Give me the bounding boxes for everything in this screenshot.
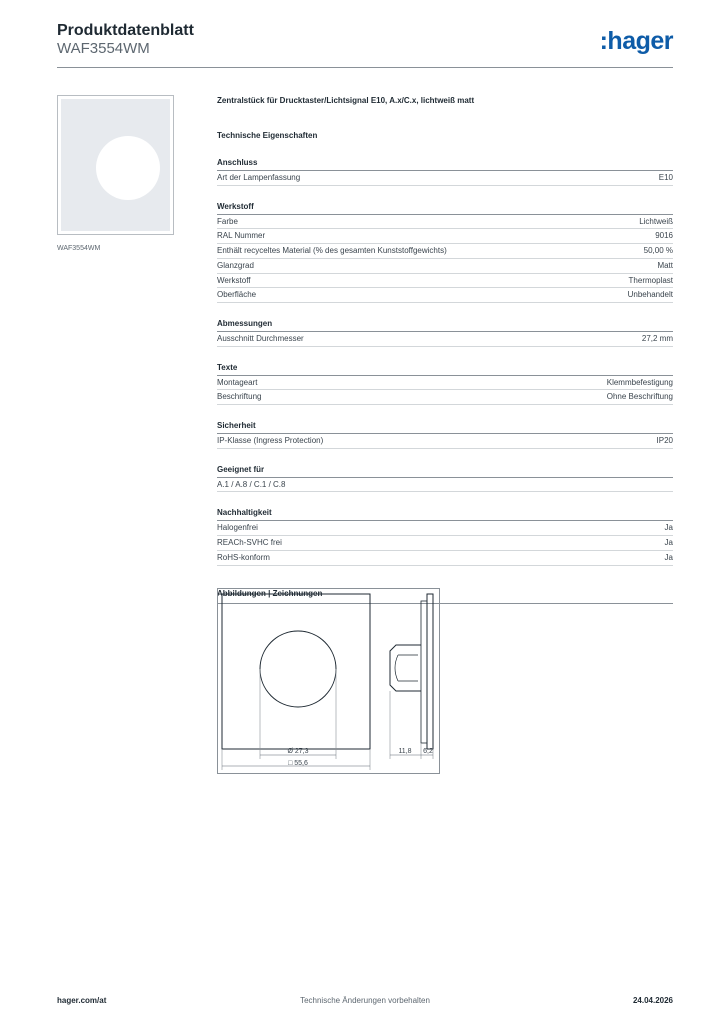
side-view-plate: [427, 594, 433, 749]
property-label: RAL Nummer: [217, 231, 266, 241]
hole-dimension-label: Ø 27,3: [287, 748, 309, 755]
property-value: Klemmbefestigung: [606, 377, 673, 387]
property-row: [217, 229, 673, 244]
drawings-heading: Abbildungen | Zeichnungen: [217, 588, 673, 604]
property-value: Ohne Beschriftung: [606, 392, 673, 402]
property-label: Ausschnitt Durchmesser: [217, 333, 304, 343]
property-section: [217, 420, 673, 449]
technical-drawing-svg: [218, 589, 441, 775]
property-label: Beschriftung: [217, 392, 262, 402]
property-value: E10: [658, 173, 673, 182]
property-label: IP-Klasse (Ingress Protection): [217, 436, 324, 446]
property-row: [217, 390, 673, 405]
footer-date: 24.04.2026: [632, 996, 673, 1005]
document-title: Produktdatenblatt: [57, 22, 194, 39]
property-row: [217, 215, 673, 230]
property-row: [217, 259, 673, 274]
property-row: [217, 244, 673, 259]
property-sections: [217, 157, 673, 566]
side-view-frame: [421, 601, 427, 743]
product-image-caption: WAF3554WM: [57, 245, 101, 252]
property-row: [217, 434, 673, 449]
property-row: [217, 274, 673, 289]
document-header: [57, 22, 673, 68]
property-value: Thermoplast: [628, 275, 673, 285]
product-number: WAF3554WM: [57, 40, 150, 57]
property-row: [217, 536, 673, 551]
product-data: [217, 95, 673, 604]
property-label: Art der Lampenfassung: [217, 173, 301, 182]
property-label: Glanzgrad: [217, 260, 254, 270]
section-title: Texte: [217, 362, 673, 376]
product-description: Zentralstück für Drucktaster/Lichtsignal E10, A.x/C.x, lichtweiß matt: [217, 96, 475, 105]
property-section: [217, 201, 673, 303]
property-section: [217, 157, 673, 186]
property-label: Montageart: [217, 377, 258, 387]
property-label: Farbe: [217, 216, 238, 226]
property-label: Enthält recyceltes Material (% des gesamten Kunststoffgewichts): [217, 246, 447, 256]
property-value: Ja: [664, 538, 673, 548]
property-value: 9016: [655, 231, 673, 241]
property-row: [217, 551, 673, 566]
property-value: Lichtweiß: [639, 216, 673, 226]
property-row: [217, 521, 673, 536]
property-row: [217, 376, 673, 391]
document-footer: [57, 996, 673, 1010]
property-label: Werkstoff: [217, 275, 251, 285]
tech-properties-heading: Technische Eigenschaften: [217, 131, 318, 140]
product-image-hole: [96, 136, 160, 200]
property-section: [217, 362, 673, 405]
side-view-detail-curve: [395, 655, 398, 681]
thickness-dimension-label: 6,2: [423, 748, 433, 755]
hager-logo: :hager: [599, 27, 673, 55]
property-label: REACh-SVHC frei: [217, 538, 282, 548]
section-title: Anschluss: [217, 157, 673, 171]
property-value: Ja: [664, 552, 673, 562]
property-section: [217, 507, 673, 565]
section-title: Geeignet für: [217, 464, 673, 478]
front-view-hole: [260, 631, 336, 707]
product-image-plate: [61, 99, 170, 231]
property-value: Ja: [664, 523, 673, 533]
depth-dimension-label: 11,8: [398, 748, 412, 755]
property-row: [217, 332, 673, 347]
section-title: Sicherheit: [217, 420, 673, 434]
section-title: Abmessungen: [217, 318, 673, 332]
property-label: A.1 / A.8 / C.1 / C.8: [217, 479, 286, 489]
section-title: Nachhaltigkeit: [217, 507, 673, 521]
property-row: [217, 288, 673, 303]
footer-disclaimer: Technische Änderungen vorbehalten: [300, 996, 430, 1005]
plate-dimension-label: □ 55,6: [288, 760, 308, 767]
property-value: IP20: [656, 436, 673, 446]
footer-website: hager.com/at: [57, 996, 107, 1005]
property-value: Unbehandelt: [627, 290, 673, 300]
property-section: [217, 464, 673, 493]
property-row: [217, 478, 673, 493]
product-image: [57, 95, 174, 235]
section-title: Werkstoff: [217, 201, 673, 215]
front-view-plate: [222, 594, 370, 749]
property-value: 50,00 %: [643, 246, 673, 256]
technical-drawing: [217, 588, 440, 774]
property-label: Halogenfrei: [217, 523, 258, 533]
property-value: 27,2 mm: [641, 333, 673, 343]
property-row: [217, 171, 673, 186]
property-label: RoHS-konform: [217, 552, 270, 562]
property-section: [217, 318, 673, 347]
property-value: Matt: [657, 260, 673, 270]
property-label: Oberfläche: [217, 290, 257, 300]
